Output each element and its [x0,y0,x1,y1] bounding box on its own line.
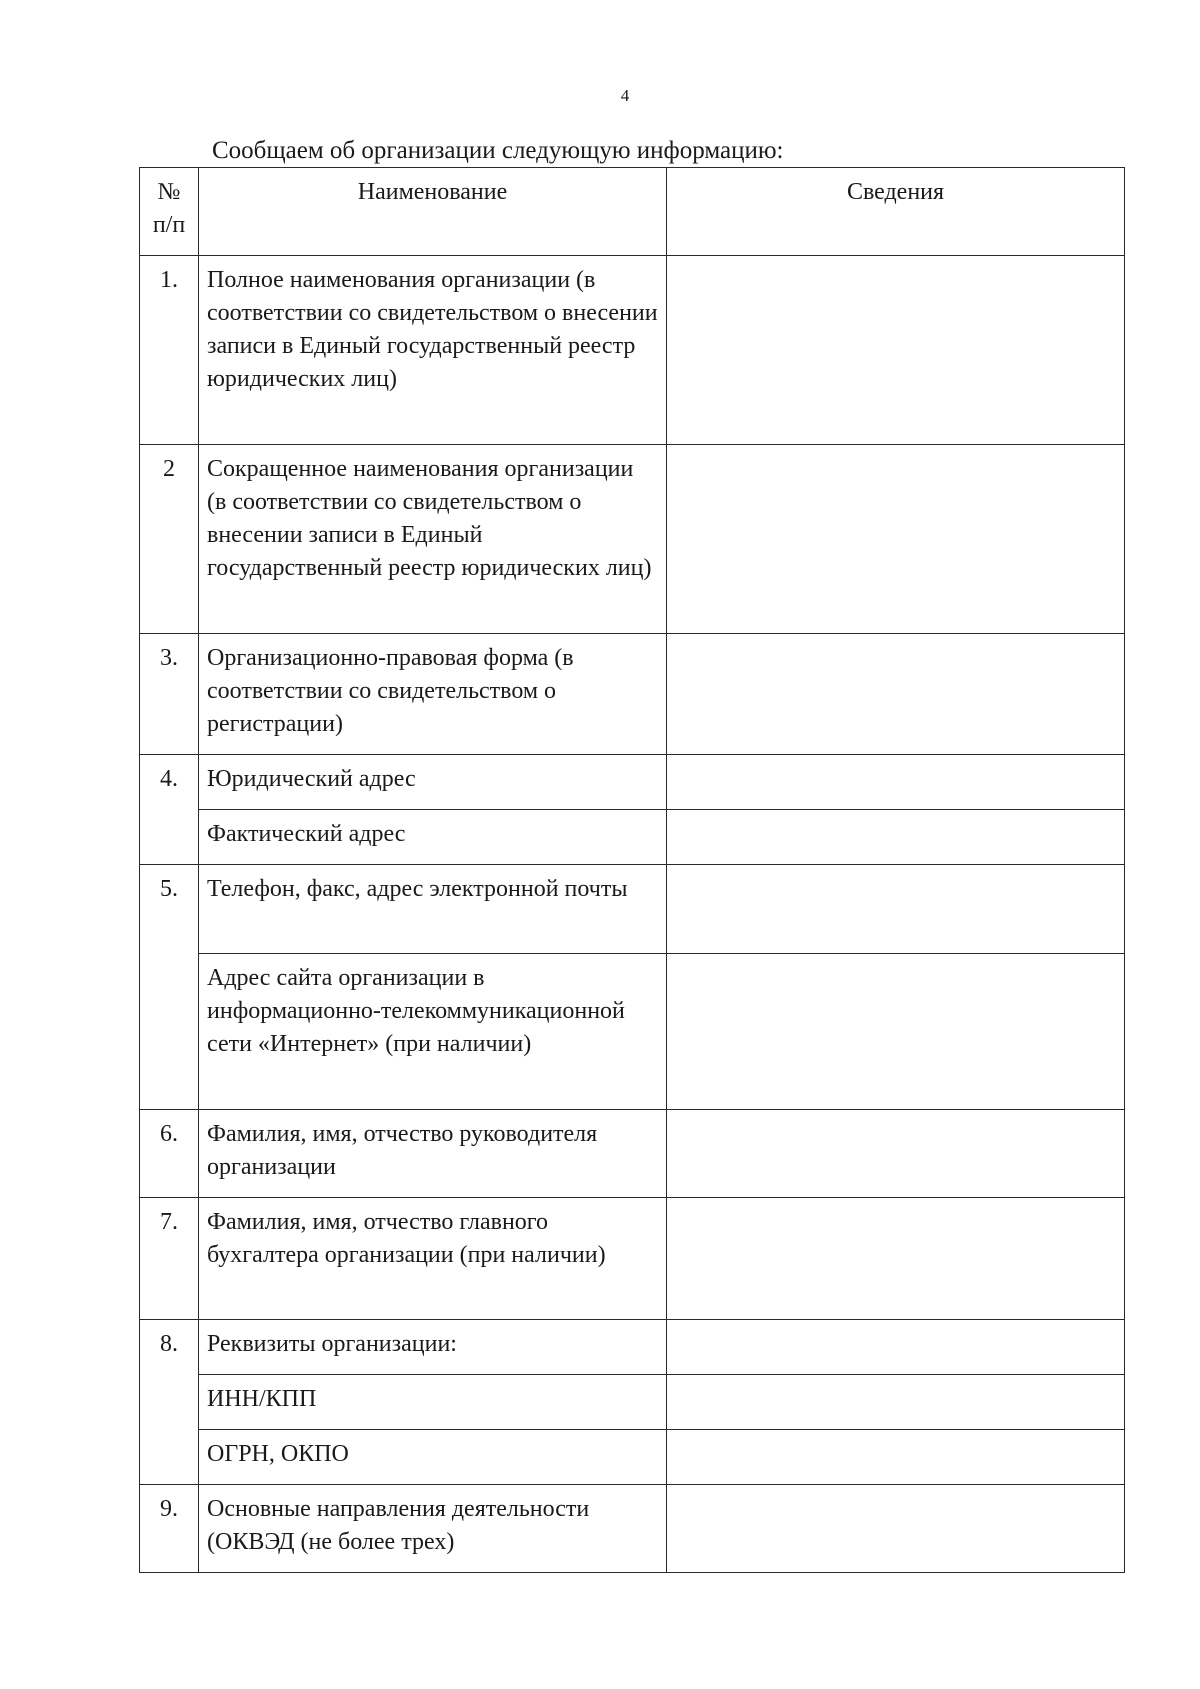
row-number: 6. [140,1110,199,1198]
row-info-cell[interactable] [667,256,1125,445]
row-number: 2 [140,445,199,634]
header-name: Наименование [199,168,667,256]
table-row [140,1198,1125,1320]
table-row [140,1320,1125,1375]
table-row [140,445,1125,634]
row-info-cell[interactable] [667,1110,1125,1198]
organization-info-table [139,167,1125,1573]
header-number-abbr: п/п [152,212,186,238]
row-name: Организационно-правовая форма (в соответствии со свидетельством о регистрации) [199,634,667,755]
row-number: 5. [140,865,199,1110]
row-name: Полное наименования организации (в соответствии со свидетельством о внесении записи в Единый государственный реестр юридических лиц) [199,256,667,445]
row-number: 8. [140,1320,199,1485]
row-name: Фактический адрес [199,810,667,865]
row-info-cell[interactable] [667,1198,1125,1320]
row-info-cell[interactable] [667,865,1125,954]
row-name: Фамилия, имя, отчество главного бухгалтера организации (при наличии) [199,1198,667,1320]
table-row [140,865,1125,954]
row-name: Телефон, факс, адрес электронной почты [199,865,667,954]
table-row [140,1110,1125,1198]
row-info-cell[interactable] [667,1320,1125,1375]
header-number [140,168,199,256]
table-header-row [140,168,1125,256]
row-name: ИНН/КПП [199,1375,667,1430]
header-number-symbol: № [157,179,181,205]
row-name: Юридический адрес [199,755,667,810]
table-row [140,954,1125,1110]
row-info-cell[interactable] [667,445,1125,634]
row-name: Адрес сайта организации в информационно-телекоммуникационной сети «Интернет» (при наличии) [199,954,667,1110]
page-number: 4 [620,86,630,105]
row-name: Основные направления деятельности (ОКВЭД (не более трех) [199,1485,667,1573]
row-number: 9. [140,1485,199,1573]
table-row [140,256,1125,445]
row-name: Сокращенное наименования организации (в соответствии со свидетельством о внесении записи в Единый государственный реестр юридических лиц) [199,445,667,634]
row-info-cell[interactable] [667,810,1125,865]
row-info-cell[interactable] [667,954,1125,1110]
table-row [140,755,1125,810]
table-row [140,1485,1125,1573]
row-number: 4. [140,755,199,865]
table-row [140,634,1125,755]
row-number: 1. [140,256,199,445]
table-row [140,1430,1125,1485]
row-info-cell[interactable] [667,1375,1125,1430]
row-name: Фамилия, имя, отчество руководителя организации [199,1110,667,1198]
row-number: 7. [140,1198,199,1320]
intro-text: Сообщаем об организации следующую информацию: [212,137,784,164]
row-info-cell[interactable] [667,1485,1125,1573]
row-number: 3. [140,634,199,755]
row-info-cell[interactable] [667,1430,1125,1485]
header-info: Сведения [667,168,1125,256]
table-row [140,810,1125,865]
table-row [140,1375,1125,1430]
row-info-cell[interactable] [667,755,1125,810]
row-name: ОГРН, ОКПО [199,1430,667,1485]
row-info-cell[interactable] [667,634,1125,755]
row-name: Реквизиты организации: [199,1320,667,1375]
